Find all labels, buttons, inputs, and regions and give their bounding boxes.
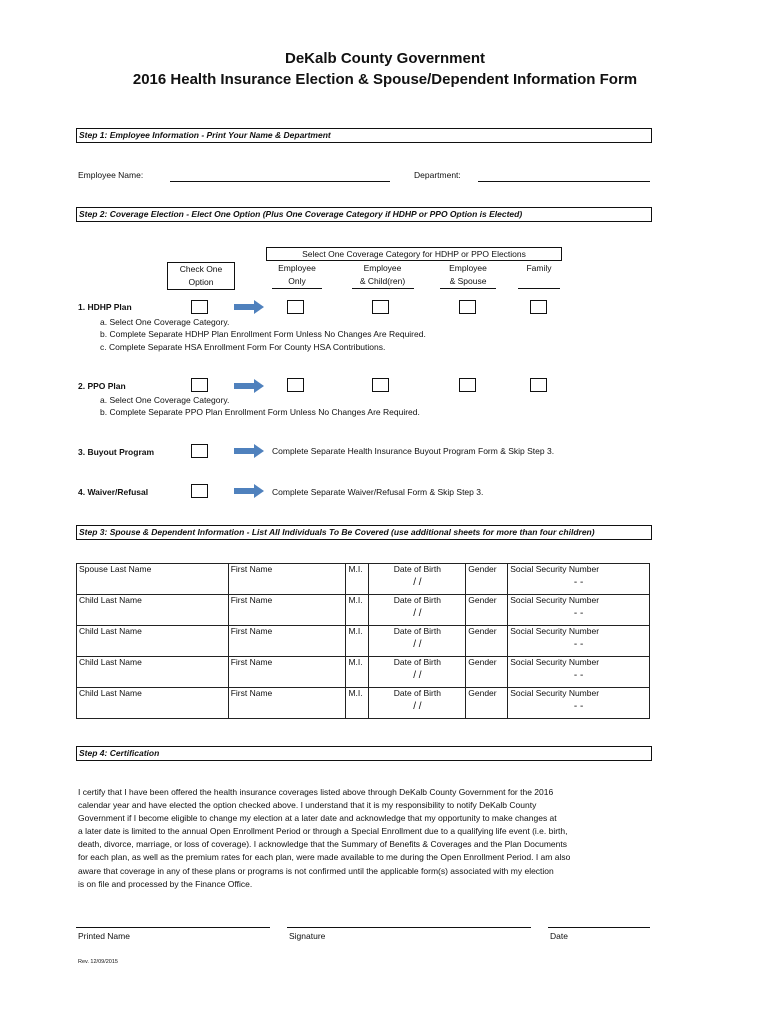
col-underline — [518, 288, 560, 289]
ssn-label: Social Security Number — [510, 657, 600, 667]
dob-format: / / — [413, 608, 422, 619]
arrow-right-icon — [234, 444, 264, 458]
ppo-note: a. Select One Coverage Category. — [100, 395, 230, 405]
ssn-label: Social Security Number — [510, 626, 600, 636]
col-family — [510, 262, 568, 275]
dob-label: Date of Birth — [393, 657, 441, 667]
dob-format: / / — [413, 577, 422, 588]
ssn-label: Social Security Number — [510, 688, 600, 698]
table-row — [77, 626, 650, 657]
col-line2: Family — [526, 263, 552, 273]
hdhp-note: c. Complete Separate HSA Enrollment Form For County HSA Contributions. — [100, 342, 386, 352]
form-title: 2016 Health Insurance Election & Spouse/Dependent Information Form — [132, 71, 638, 88]
table-row — [77, 595, 650, 626]
paragraph-line: calendar year and have elected the option checked above. I understand that it is my responsibility to notify DeKalb County — [78, 800, 537, 811]
hdhp-employee-children-checkbox[interactable] — [372, 300, 389, 314]
buyout-instruction: Complete Separate Health Insurance Buyout Program Form & Skip Step 3. — [272, 446, 555, 456]
signature-label: Signature — [289, 931, 326, 941]
dob-cell[interactable] — [369, 657, 466, 688]
check-one-line2: Option — [188, 276, 214, 287]
step4-heading: Step 4: Certification — [76, 746, 652, 761]
printed-name-label: Printed Name — [78, 931, 130, 941]
first-name-cell[interactable]: First Name — [228, 688, 346, 719]
last-name-cell[interactable]: Spouse Last Name — [77, 564, 229, 595]
employee-name-label: Employee Name: — [78, 170, 144, 180]
last-name-cell[interactable]: Child Last Name — [77, 657, 229, 688]
mi-cell[interactable]: M.I. — [346, 564, 369, 595]
ppo-employee-children-checkbox[interactable] — [372, 378, 389, 392]
ssn-format: - - — [573, 577, 584, 588]
ssn-label: Social Security Number — [510, 595, 600, 605]
dob-cell[interactable] — [369, 626, 466, 657]
buyout-label: 3. Buyout Program — [78, 447, 155, 457]
dob-label: Date of Birth — [393, 595, 441, 605]
paragraph-line: I certify that I have been offered the health insurance coverages listed above through DeKalb County Government for the 2016 — [78, 787, 554, 797]
gender-cell[interactable]: Gender — [466, 595, 508, 626]
arrow-right-icon — [234, 484, 264, 498]
col-employee-spouse — [432, 262, 504, 287]
paragraph-line: Government if I become eligible to change my election at a later date and acknowledge that my opportunity to make changes at — [78, 813, 557, 824]
first-name-cell[interactable]: First Name — [228, 595, 346, 626]
ssn-label: Social Security Number — [510, 564, 600, 574]
last-name-cell[interactable]: Child Last Name — [77, 626, 229, 657]
hdhp-employee-spouse-checkbox[interactable] — [459, 300, 476, 314]
ssn-cell[interactable] — [508, 595, 650, 626]
ssn-cell[interactable] — [508, 564, 650, 595]
hdhp-checkbox[interactable] — [191, 300, 208, 314]
first-name-cell[interactable]: First Name — [228, 564, 346, 595]
arrow-right-icon — [234, 379, 264, 393]
ssn-format: - - — [573, 608, 584, 619]
hdhp-note: b. Complete Separate HDHP Plan Enrollment Form Unless No Changes Are Required. — [100, 329, 426, 339]
table-row — [77, 688, 650, 719]
step1-heading: Step 1: Employee Information - Print Your Name & Department — [76, 128, 652, 143]
last-name-cell[interactable]: Child Last Name — [77, 595, 229, 626]
buyout-checkbox[interactable] — [191, 444, 208, 458]
ppo-employee-only-checkbox[interactable] — [287, 378, 304, 392]
org-title: DeKalb County Government — [284, 50, 486, 67]
revision-date: Rev. 12/09/2015 — [78, 959, 118, 965]
hdhp-label: 1. HDHP Plan — [78, 302, 132, 312]
dob-format: / / — [413, 701, 422, 712]
ppo-note: b. Complete Separate PPO Plan Enrollment Form Unless No Changes Are Required. — [100, 407, 420, 417]
ppo-family-checkbox[interactable] — [530, 378, 547, 392]
col-line2: Only — [288, 275, 306, 286]
waiver-instruction: Complete Separate Waiver/Refusal Form & Skip Step 3. — [272, 487, 484, 497]
gender-cell[interactable]: Gender — [466, 626, 508, 657]
waiver-label: 4. Waiver/Refusal — [78, 487, 149, 497]
gender-cell[interactable]: Gender — [466, 688, 508, 719]
paragraph-line: aware that coverage in any of these plans or programs is not confirmed until the applicable form(s) associated with my election — [78, 865, 554, 876]
signature-field[interactable] — [287, 927, 531, 928]
col-underline — [272, 288, 322, 289]
mi-cell[interactable]: M.I. — [346, 657, 369, 688]
dob-format: / / — [413, 670, 422, 681]
ssn-format: - - — [573, 639, 584, 650]
step2-heading: Step 2: Coverage Election - Elect One Option (Plus One Coverage Category if HDHP or PPO Option is Elected) — [76, 207, 652, 222]
paragraph-line: is on file and processed by the Finance Office. — [78, 878, 253, 889]
dob-label: Date of Birth — [393, 626, 441, 636]
paragraph-line: a later date is limited to the annual Open Enrollment Period or through a Special Enrollment due to a qualifying life event (i.e. birth, — [78, 826, 568, 837]
step3-heading: Step 3: Spouse & Dependent Information - List All Individuals To Be Covered (use additional sheets for more than four children) — [76, 525, 652, 540]
waiver-checkbox[interactable] — [191, 484, 208, 498]
ssn-format: - - — [573, 701, 584, 712]
last-name-cell[interactable]: Child Last Name — [77, 688, 229, 719]
col-line1: Employee — [278, 263, 316, 273]
dependents-table — [76, 563, 650, 719]
ssn-format: - - — [573, 670, 584, 681]
ppo-label: 2. PPO Plan — [78, 381, 126, 391]
ssn-cell[interactable] — [508, 657, 650, 688]
gender-cell[interactable]: Gender — [466, 564, 508, 595]
mi-cell[interactable]: M.I. — [346, 626, 369, 657]
employee-name-field[interactable] — [170, 181, 390, 182]
mi-cell[interactable]: M.I. — [346, 595, 369, 626]
department-field[interactable] — [478, 181, 650, 182]
table-row — [77, 657, 650, 688]
paragraph-line: for each plan, as well as the premium rates for each plan, were made available to me during the Open Enrollment Period. I am also — [78, 852, 571, 863]
printed-name-field[interactable] — [76, 927, 270, 928]
col-line1: Employee — [449, 263, 487, 273]
date-label: Date — [550, 931, 568, 941]
mi-cell[interactable]: M.I. — [346, 688, 369, 719]
col-employee-only — [262, 262, 332, 287]
check-one-line1: Check One — [179, 264, 223, 274]
paragraph-line: death, divorce, marriage, or loss of coverage). I acknowledge that the Summary of Benefits & Coverages and the Plan Documents — [78, 839, 568, 850]
first-name-cell[interactable]: First Name — [228, 626, 346, 657]
ssn-cell[interactable] — [508, 688, 650, 719]
check-one-header — [167, 262, 235, 290]
date-field[interactable] — [548, 927, 650, 928]
first-name-cell[interactable]: First Name — [228, 657, 346, 688]
dob-cell[interactable] — [369, 595, 466, 626]
dob-cell[interactable] — [369, 688, 466, 719]
dob-cell[interactable] — [369, 564, 466, 595]
hdhp-note: a. Select One Coverage Category. — [100, 317, 230, 327]
col-employee-children — [345, 262, 420, 287]
certification-paragraph — [78, 786, 638, 891]
col-underline — [352, 288, 414, 289]
dob-format: / / — [413, 639, 422, 650]
hdhp-employee-only-checkbox[interactable] — [287, 300, 304, 314]
hdhp-family-checkbox[interactable] — [530, 300, 547, 314]
coverage-category-header: Select One Coverage Category for HDHP or PPO Elections — [266, 247, 562, 261]
col-underline — [440, 288, 496, 289]
col-line2: & Child(ren) — [359, 275, 406, 286]
ppo-checkbox[interactable] — [191, 378, 208, 392]
gender-cell[interactable]: Gender — [466, 657, 508, 688]
department-label: Department: — [414, 170, 461, 180]
ssn-cell[interactable] — [508, 626, 650, 657]
table-row — [77, 564, 650, 595]
col-line1: Employee — [363, 263, 402, 273]
dob-label: Date of Birth — [393, 688, 441, 698]
col-line2: & Spouse — [449, 275, 487, 286]
arrow-right-icon — [234, 300, 264, 314]
dob-label: Date of Birth — [393, 564, 441, 574]
ppo-employee-spouse-checkbox[interactable] — [459, 378, 476, 392]
